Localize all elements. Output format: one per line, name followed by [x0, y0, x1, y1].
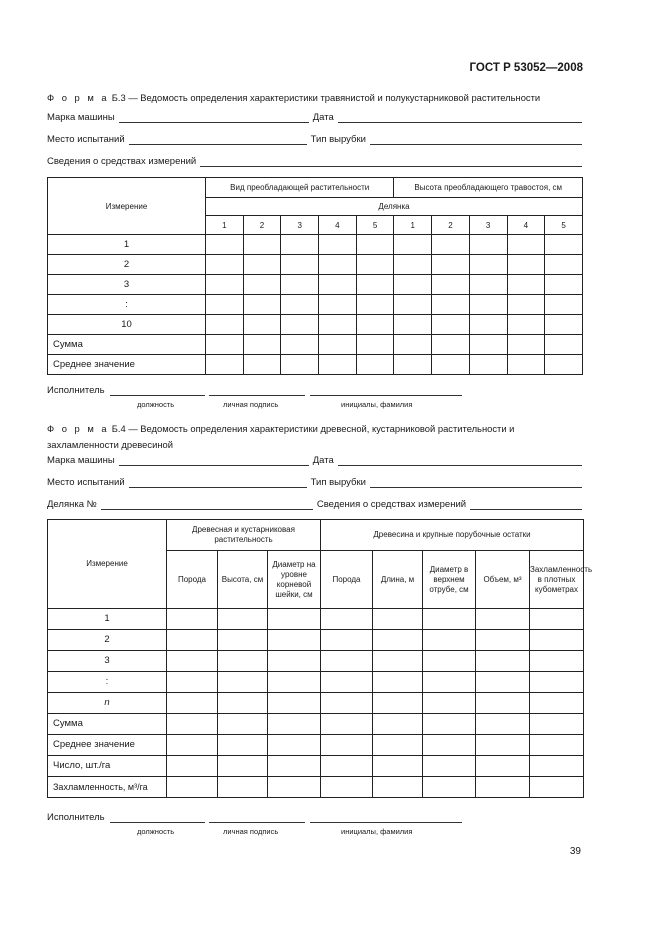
data-cell[interactable]	[321, 735, 373, 756]
data-cell[interactable]	[206, 235, 244, 255]
data-cell[interactable]	[321, 609, 373, 630]
woody-vegetation-header: Древесная и кустарниковая растительность	[167, 520, 321, 551]
data-cell[interactable]	[507, 235, 545, 255]
data-cell[interactable]	[243, 235, 281, 255]
data-cell[interactable]	[321, 777, 373, 798]
data-cell[interactable]	[507, 335, 545, 355]
table-row	[48, 315, 583, 335]
col-header: Объем, м³	[476, 551, 530, 609]
row-label: :	[48, 295, 206, 315]
col-header: Захламленность в плотных кубометрах	[530, 551, 584, 609]
plot-header: Делянка	[206, 198, 583, 216]
signature-field[interactable]	[209, 822, 305, 823]
data-cell[interactable]	[281, 335, 319, 355]
data-cell[interactable]	[373, 714, 423, 735]
measurement-header: Измерение	[48, 178, 206, 235]
data-cell[interactable]	[432, 275, 470, 295]
executor-label: Исполнитель	[47, 812, 105, 823]
form-b3-row-machine	[47, 109, 582, 123]
data-cell[interactable]	[268, 756, 321, 777]
row-label: Сумма	[48, 335, 206, 355]
data-cell[interactable]	[530, 756, 584, 777]
row-label: 1	[48, 235, 206, 255]
data-cell[interactable]	[530, 630, 584, 651]
cut-type-field[interactable]	[370, 477, 582, 488]
data-cell[interactable]	[167, 756, 218, 777]
data-cell[interactable]	[373, 735, 423, 756]
table-row	[48, 714, 584, 735]
col-header: Порода	[167, 551, 218, 609]
form-b4-table	[47, 519, 593, 798]
data-cell[interactable]	[469, 275, 507, 295]
form-b4-title: Ф о р м а Б.4 — Ведомость определения характеристики древесной, кустарниковой растительности и захламленности древесиной	[47, 423, 515, 450]
col-header: 5	[356, 216, 394, 235]
col-header: 3	[281, 216, 319, 235]
data-cell[interactable]	[281, 235, 319, 255]
data-cell[interactable]	[394, 355, 432, 375]
data-cell[interactable]	[469, 295, 507, 315]
data-cell[interactable]	[321, 630, 373, 651]
data-cell[interactable]	[432, 295, 470, 315]
data-cell[interactable]	[218, 672, 268, 693]
data-cell[interactable]	[507, 255, 545, 275]
data-cell[interactable]	[530, 777, 584, 798]
table-row	[48, 672, 584, 693]
data-cell[interactable]	[243, 275, 281, 295]
data-cell[interactable]	[507, 295, 545, 315]
data-cell[interactable]	[243, 335, 281, 355]
data-cell[interactable]	[206, 355, 244, 375]
form-b4-signature	[47, 812, 467, 836]
row-label: 10	[48, 315, 206, 335]
data-cell[interactable]	[373, 777, 423, 798]
data-cell[interactable]	[167, 777, 218, 798]
cut-type-field[interactable]	[370, 134, 582, 145]
instruments-label: Сведения о средствах измерений	[47, 156, 197, 167]
data-cell[interactable]	[167, 714, 218, 735]
data-cell[interactable]	[530, 735, 584, 756]
row-label: 1	[48, 609, 167, 630]
data-cell[interactable]	[530, 609, 584, 630]
table-row	[48, 735, 584, 756]
row-label: 3	[48, 275, 206, 295]
data-cell[interactable]	[469, 255, 507, 275]
data-cell[interactable]	[394, 235, 432, 255]
site-label: Место испытаний	[47, 134, 125, 145]
data-cell[interactable]	[432, 335, 470, 355]
instruments-field[interactable]	[200, 156, 582, 167]
data-cell[interactable]	[167, 630, 218, 651]
data-cell[interactable]	[545, 295, 583, 315]
data-cell[interactable]	[206, 255, 244, 275]
form-b3-signature	[47, 385, 467, 409]
data-cell[interactable]	[206, 275, 244, 295]
form-b4-row-site	[47, 474, 582, 488]
data-cell[interactable]	[476, 714, 530, 735]
standard-number: ГОСТ Р 53052—2008	[469, 62, 583, 74]
instruments-label: Сведения о средствах измерений	[316, 499, 467, 510]
machine-label: Марка машины	[47, 455, 115, 466]
cut-type-label: Тип вырубки	[310, 134, 366, 145]
form-b3-title: Ф о р м а Б.3 — Ведомость определения характеристики травянистой и полукустарниковой растительности	[47, 92, 541, 103]
data-cell[interactable]	[218, 735, 268, 756]
col-header: 2	[432, 216, 470, 235]
date-label: Дата	[312, 112, 334, 123]
data-cell[interactable]	[356, 275, 394, 295]
data-cell[interactable]	[167, 651, 218, 672]
table-row	[48, 335, 583, 355]
table-row	[48, 235, 583, 255]
table-row	[48, 295, 583, 315]
row-label: 2	[48, 630, 167, 651]
data-cell[interactable]	[373, 756, 423, 777]
col-header: Длина, м	[373, 551, 423, 609]
data-cell[interactable]	[281, 315, 319, 335]
table-row	[48, 756, 584, 777]
data-cell[interactable]	[545, 315, 583, 335]
data-cell[interactable]	[268, 714, 321, 735]
row-label: Число, шт./га	[48, 756, 167, 777]
data-cell[interactable]	[281, 275, 319, 295]
table-row	[48, 651, 584, 672]
data-cell[interactable]	[432, 235, 470, 255]
data-cell[interactable]	[218, 609, 268, 630]
cut-type-label: Тип вырубки	[310, 477, 366, 488]
data-cell[interactable]	[319, 335, 357, 355]
table-row	[48, 609, 584, 630]
data-cell[interactable]	[394, 255, 432, 275]
data-cell[interactable]	[394, 295, 432, 315]
data-cell[interactable]	[476, 672, 530, 693]
site-field[interactable]	[129, 134, 307, 145]
instruments-field[interactable]	[470, 499, 582, 510]
data-cell[interactable]	[167, 609, 218, 630]
data-cell[interactable]	[469, 315, 507, 335]
data-cell[interactable]	[206, 315, 244, 335]
data-cell[interactable]	[356, 255, 394, 275]
data-cell[interactable]	[206, 295, 244, 315]
data-cell[interactable]	[321, 756, 373, 777]
data-cell[interactable]	[469, 355, 507, 375]
data-cell[interactable]	[469, 235, 507, 255]
table-row	[48, 630, 584, 651]
data-cell[interactable]	[476, 756, 530, 777]
data-cell[interactable]	[356, 355, 394, 375]
data-cell[interactable]	[530, 651, 584, 672]
data-cell[interactable]	[218, 714, 268, 735]
date-field[interactable]	[338, 112, 582, 123]
data-cell[interactable]	[167, 672, 218, 693]
data-cell[interactable]	[423, 672, 476, 693]
data-cell[interactable]	[423, 693, 476, 714]
data-cell[interactable]	[319, 235, 357, 255]
col-header: 4	[507, 216, 545, 235]
data-cell[interactable]	[206, 335, 244, 355]
data-cell[interactable]	[243, 355, 281, 375]
data-cell[interactable]	[268, 672, 321, 693]
col-header: 4	[319, 216, 357, 235]
row-label: :	[48, 672, 167, 693]
data-cell[interactable]	[167, 693, 218, 714]
data-cell[interactable]	[476, 777, 530, 798]
measurement-header: Измерение	[48, 520, 167, 609]
data-cell[interactable]	[394, 315, 432, 335]
row-label: Сумма	[48, 714, 167, 735]
data-cell[interactable]	[432, 255, 470, 275]
data-cell[interactable]	[423, 651, 476, 672]
data-cell[interactable]	[476, 609, 530, 630]
table-row	[48, 693, 584, 714]
data-cell[interactable]	[218, 777, 268, 798]
data-cell[interactable]	[281, 255, 319, 275]
data-cell[interactable]	[530, 693, 584, 714]
data-cell[interactable]	[281, 355, 319, 375]
row-label: Среднее значение	[48, 735, 167, 756]
table-row	[48, 355, 583, 375]
data-cell[interactable]	[423, 735, 476, 756]
data-cell[interactable]	[373, 651, 423, 672]
position-field[interactable]	[110, 822, 205, 823]
data-cell[interactable]	[268, 651, 321, 672]
machine-label: Марка машины	[47, 112, 115, 123]
data-cell[interactable]	[545, 255, 583, 275]
col-header: Диаметр на уровне корневой шейки, см	[268, 551, 321, 609]
data-cell[interactable]	[373, 609, 423, 630]
data-cell[interactable]	[394, 335, 432, 355]
data-cell[interactable]	[373, 693, 423, 714]
form-b3-table	[47, 177, 583, 375]
data-cell[interactable]	[321, 714, 373, 735]
data-cell[interactable]	[469, 335, 507, 355]
machine-field[interactable]	[119, 112, 309, 123]
row-label: Захламленность, м³/га	[48, 777, 167, 798]
data-cell[interactable]	[321, 651, 373, 672]
signature-caption: личная подпись	[223, 400, 279, 409]
col-header: 5	[545, 216, 583, 235]
col-header: 1	[394, 216, 432, 235]
table-row	[48, 275, 583, 295]
data-cell[interactable]	[423, 630, 476, 651]
row-label: n	[48, 693, 167, 714]
grass-height-header: Высота преобладающего травостоя, см	[394, 178, 583, 198]
data-cell[interactable]	[218, 756, 268, 777]
data-cell[interactable]	[476, 651, 530, 672]
executor-label: Исполнитель	[47, 385, 105, 396]
data-cell[interactable]	[319, 315, 357, 335]
col-header: 2	[243, 216, 281, 235]
col-header: Высота, см	[218, 551, 268, 609]
plot-no-label: Делянка №	[47, 499, 97, 510]
data-cell[interactable]	[545, 275, 583, 295]
col-header: 3	[469, 216, 507, 235]
plot-no-field[interactable]	[101, 499, 313, 510]
data-cell[interactable]	[167, 735, 218, 756]
data-cell[interactable]	[545, 355, 583, 375]
data-cell[interactable]	[476, 693, 530, 714]
table-row	[48, 777, 584, 798]
data-cell[interactable]	[268, 735, 321, 756]
row-label: 3	[48, 651, 167, 672]
data-cell[interactable]	[356, 315, 394, 335]
date-field[interactable]	[338, 455, 582, 466]
row-label: 2	[48, 255, 206, 275]
date-label: Дата	[312, 455, 334, 466]
col-header: Порода	[321, 551, 373, 609]
data-cell[interactable]	[373, 672, 423, 693]
page-number: 39	[569, 846, 581, 857]
form-b4-row-machine	[47, 452, 582, 466]
data-cell[interactable]	[268, 693, 321, 714]
site-field[interactable]	[129, 477, 307, 488]
machine-field[interactable]	[119, 455, 309, 466]
data-cell[interactable]	[268, 630, 321, 651]
data-cell[interactable]	[243, 255, 281, 275]
data-cell[interactable]	[243, 295, 281, 315]
data-cell[interactable]	[507, 315, 545, 335]
data-cell[interactable]	[394, 275, 432, 295]
data-cell[interactable]	[545, 235, 583, 255]
data-cell[interactable]	[423, 714, 476, 735]
vegetation-type-header: Вид преобладающей растительности	[206, 178, 394, 198]
data-cell[interactable]	[545, 335, 583, 355]
data-cell[interactable]	[319, 275, 357, 295]
form-b4-row-plot	[47, 496, 582, 510]
data-cell[interactable]	[268, 777, 321, 798]
data-cell[interactable]	[319, 295, 357, 315]
name-caption: инициалы, фамилия	[341, 827, 413, 836]
signature-caption: личная подпись	[223, 827, 279, 836]
data-cell[interactable]	[423, 756, 476, 777]
name-caption: инициалы, фамилия	[341, 400, 413, 409]
data-cell[interactable]	[476, 630, 530, 651]
data-cell[interactable]	[432, 315, 470, 335]
site-label: Место испытаний	[47, 477, 125, 488]
wood-residues-header: Древесина и крупные порубочные остатки	[321, 520, 584, 551]
data-cell[interactable]	[373, 630, 423, 651]
name-field[interactable]	[310, 395, 462, 396]
data-cell[interactable]	[321, 672, 373, 693]
form-b3-row-instruments	[47, 153, 582, 167]
data-cell[interactable]	[423, 609, 476, 630]
data-cell[interactable]	[356, 335, 394, 355]
data-cell[interactable]	[507, 355, 545, 375]
position-field[interactable]	[110, 395, 205, 396]
data-cell[interactable]	[218, 693, 268, 714]
data-cell[interactable]	[218, 630, 268, 651]
data-cell[interactable]	[530, 714, 584, 735]
signature-field[interactable]	[209, 395, 305, 396]
data-cell[interactable]	[268, 609, 321, 630]
data-cell[interactable]	[321, 693, 373, 714]
data-cell[interactable]	[530, 672, 584, 693]
row-label: Среднее значение	[48, 355, 206, 375]
data-cell[interactable]	[319, 255, 357, 275]
name-field[interactable]	[310, 822, 462, 823]
data-cell[interactable]	[281, 295, 319, 315]
table-row	[48, 255, 583, 275]
form-b3-row-site	[47, 131, 582, 145]
data-cell[interactable]	[432, 355, 470, 375]
position-caption: должность	[137, 827, 175, 836]
col-header: 1	[206, 216, 244, 235]
data-cell[interactable]	[476, 735, 530, 756]
data-cell[interactable]	[243, 315, 281, 335]
data-cell[interactable]	[356, 235, 394, 255]
data-cell[interactable]	[319, 355, 357, 375]
data-cell[interactable]	[507, 275, 545, 295]
data-cell[interactable]	[423, 777, 476, 798]
data-cell[interactable]	[356, 295, 394, 315]
data-cell[interactable]	[218, 651, 268, 672]
col-header: Диаметр в верхнем отрубе, см	[423, 551, 476, 609]
position-caption: должность	[137, 400, 175, 409]
